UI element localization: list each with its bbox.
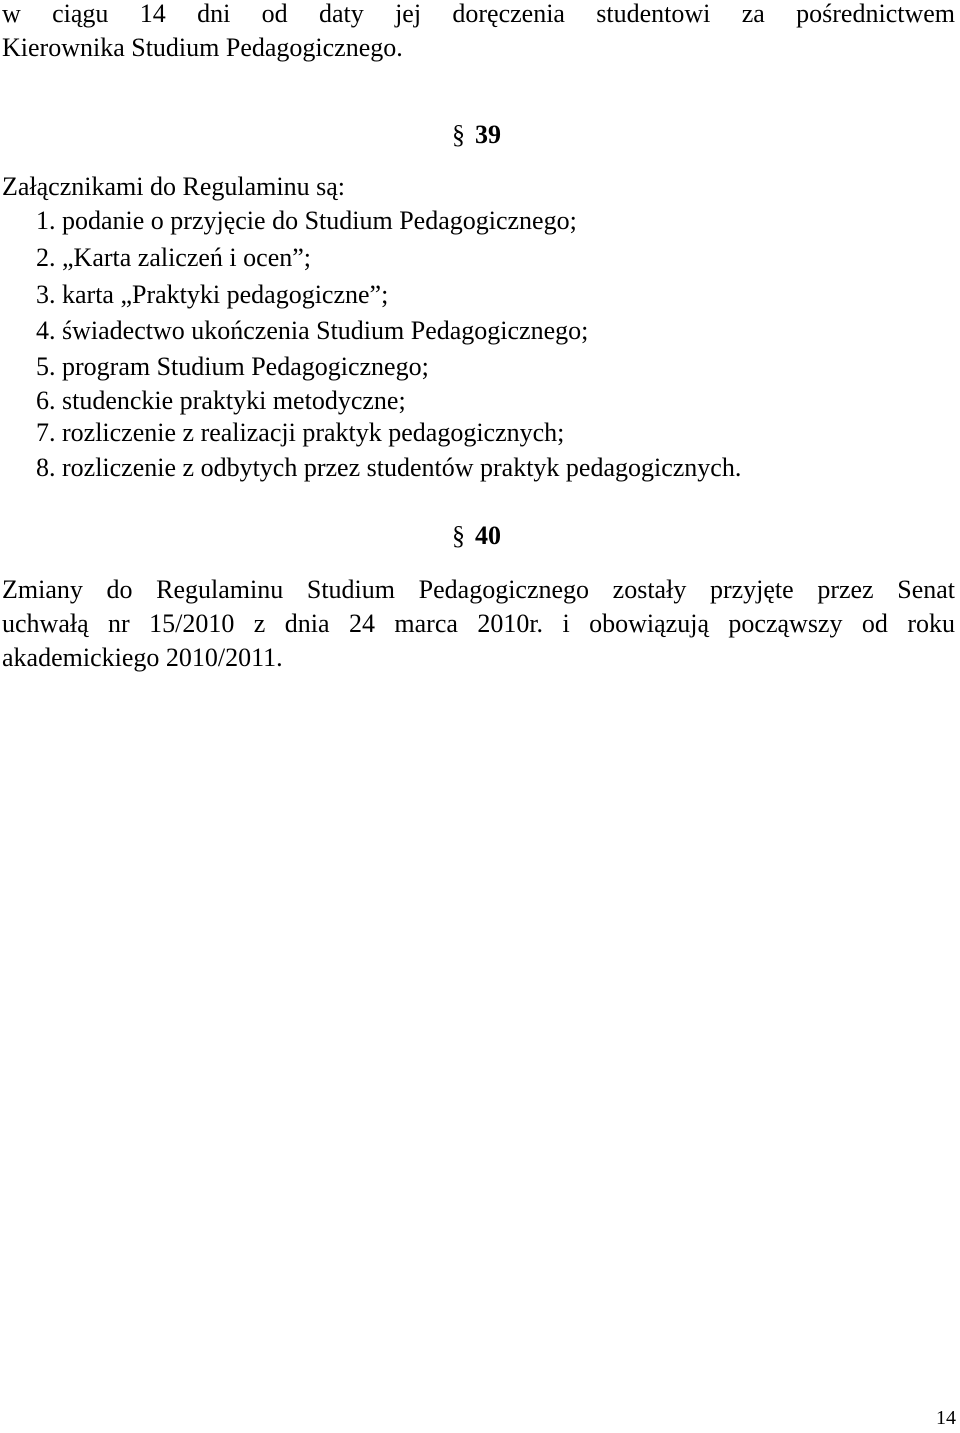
intro-line-2: Kierownika Studium Pedagogicznego. <box>2 33 403 62</box>
amendment-line-2: uchwałą nr 15/2010 z dnia 24 marca 2010r. i obowiązują począwszy od roku <box>2 609 955 638</box>
section-40-number: 40 <box>475 521 501 550</box>
section-40-heading <box>452 519 501 553</box>
list-item: 3. karta „Praktyki pedagogiczne”; <box>36 280 389 309</box>
list-item: 4. świadectwo ukończenia Studium Pedagogicznego; <box>36 316 589 345</box>
attachments-lead: Załącznikami do Regulaminu są: <box>2 172 345 201</box>
list-item: 1. podanie o przyjęcie do Studium Pedagogicznego; <box>36 206 577 235</box>
page-number: 14 <box>936 1407 956 1429</box>
amendment-line-1: Zmiany do Regulaminu Studium Pedagogicznego zostały przyjęte przez Senat <box>2 575 955 604</box>
amendment-line-3: akademickiego 2010/2011. <box>2 643 283 672</box>
list-item: 7. rozliczenie z realizacji praktyk pedagogicznych; <box>36 418 565 447</box>
list-item: 2. „Karta zaliczeń i ocen”; <box>36 243 311 272</box>
section-39-number: 39 <box>475 120 501 149</box>
section-sign-icon: § <box>452 521 465 550</box>
section-39-heading <box>452 118 501 152</box>
intro-line-1: w ciągu 14 dni od daty jej doręczenia studentowi za pośrednictwem <box>2 0 955 28</box>
list-item: 6. studenckie praktyki metodyczne; <box>36 386 406 415</box>
section-sign-icon: § <box>452 120 465 149</box>
list-item: 8. rozliczenie z odbytych przez studentów praktyk pedagogicznych. <box>36 453 742 482</box>
list-item: 5. program Studium Pedagogicznego; <box>36 352 429 381</box>
